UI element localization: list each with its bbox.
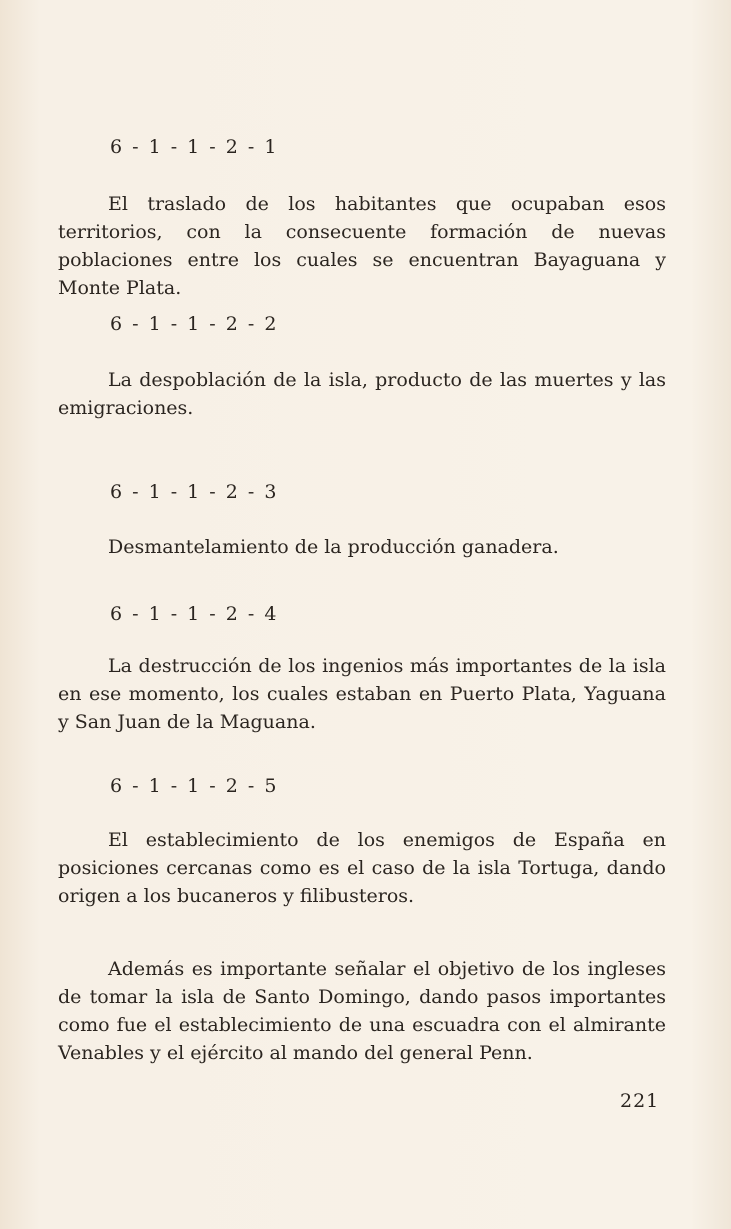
section-code-5: 6 - 1 - 1 - 2 - 5	[110, 775, 279, 797]
section-code-4: 6 - 1 - 1 - 2 - 4	[110, 603, 279, 625]
section-code-1: 6 - 1 - 1 - 2 - 1	[110, 136, 279, 158]
section-text-2-content: La despoblación de la isla, producto de las muertes y las emigraciones.	[58, 369, 666, 419]
section-text-2	[58, 366, 666, 422]
page-number: 221	[620, 1090, 660, 1112]
section-text-1-content: El traslado de los habitantes que ocupaban esos territorios, con la consecuente formación de nuevas poblaciones entre los cuales se encuentran Bayaguana y Monte Plata.	[58, 193, 666, 299]
section-text-4	[58, 652, 666, 736]
section-text-3	[58, 533, 666, 561]
section-text-5-content: El establecimiento de los enemigos de España en posiciones cercanas como es el caso de la isla Tortuga, dando origen a los bucaneros y filibusteros.	[58, 829, 666, 907]
section-text-1	[58, 190, 666, 302]
section-code-3: 6 - 1 - 1 - 2 - 3	[110, 481, 279, 503]
closing-paragraph-content: Además es importante señalar el objetivo de los ingleses de tomar la isla de Santo Domingo, dando pasos importantes como fue el establecimiento de una escuadra con el almirante Venables y el ejército al mando del general Penn.	[58, 958, 666, 1064]
closing-paragraph	[58, 955, 666, 1067]
section-text-5	[58, 826, 666, 910]
section-text-3-content: Desmantelamiento de la producción ganadera.	[108, 536, 559, 558]
section-code-2: 6 - 1 - 1 - 2 - 2	[110, 313, 279, 335]
section-text-4-content: La destrucción de los ingenios más importantes de la isla en ese momento, los cuales estaban en Puerto Plata, Yaguana y San Juan de la Maguana.	[58, 655, 666, 733]
